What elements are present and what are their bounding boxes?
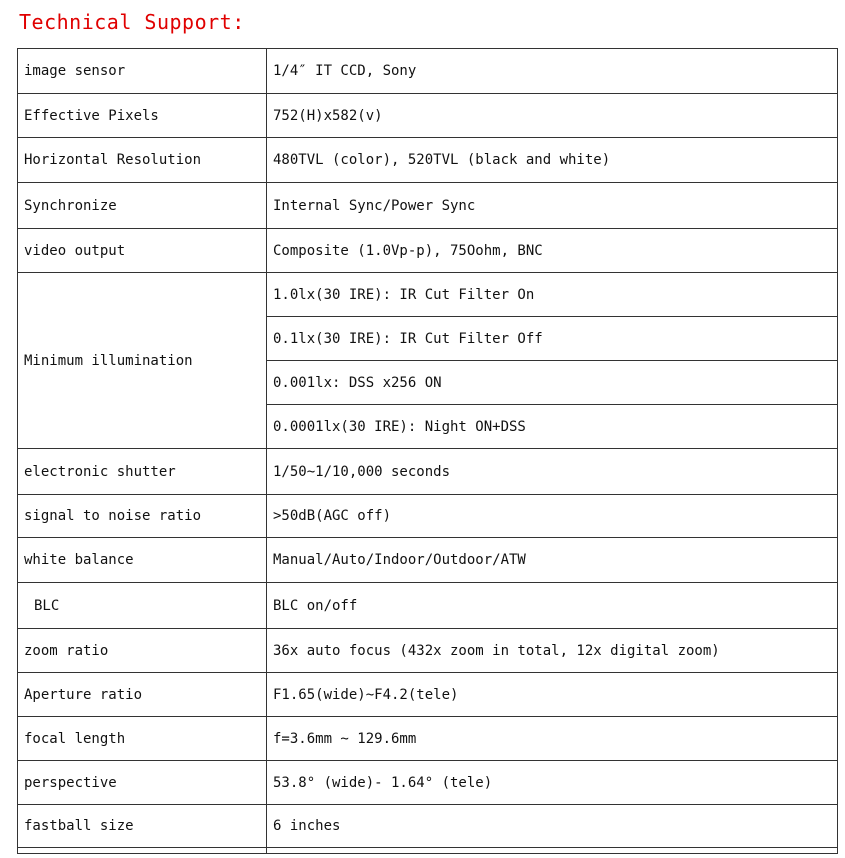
spec-value: BLC on/off — [267, 583, 838, 629]
spec-label: Horizontal Resolution — [18, 138, 267, 183]
spec-value: 36x auto focus (432x zoom in total, 12x digital zoom) — [267, 629, 838, 673]
page-title: Technical Support: — [19, 10, 245, 34]
spec-value: 53.8° (wide)- 1.64° (tele) — [267, 761, 838, 805]
spec-label: signal to noise ratio — [18, 495, 267, 538]
spec-value: 6 inches — [267, 805, 838, 848]
spec-value: >50dB(AGC off) — [267, 495, 838, 538]
spec-label: Minimum illumination — [18, 273, 267, 449]
spec-value — [267, 848, 838, 854]
spec-label — [18, 848, 267, 854]
table-row — [18, 629, 838, 673]
spec-value: Composite (1.0Vp-p), 75Oohm, BNC — [267, 229, 838, 273]
spec-label: Aperture ratio — [18, 673, 267, 717]
spec-table — [17, 48, 838, 854]
spec-value: 1/4″ IT CCD, Sony — [267, 49, 838, 94]
spec-value: f=3.6mm ~ 129.6mm — [267, 717, 838, 761]
spec-label: electronic shutter — [18, 449, 267, 495]
spec-label: white balance — [18, 538, 267, 583]
table-row — [18, 183, 838, 229]
spec-value: 1.0lx(30 IRE): IR Cut Filter On — [267, 273, 838, 317]
spec-value: Manual/Auto/Indoor/Outdoor/ATW — [267, 538, 838, 583]
table-row — [18, 138, 838, 183]
spec-value: F1.65(wide)~F4.2(tele) — [267, 673, 838, 717]
table-row — [18, 495, 838, 538]
table-row — [18, 229, 838, 273]
table-row — [18, 49, 838, 94]
spec-label: perspective — [18, 761, 267, 805]
table-row — [18, 848, 838, 854]
table-row — [18, 583, 838, 629]
spec-value: Internal Sync/Power Sync — [267, 183, 838, 229]
spec-label: Effective Pixels — [18, 94, 267, 138]
spec-label: image sensor — [18, 49, 267, 94]
spec-label: fastball size — [18, 805, 267, 848]
spec-value: 480TVL (color), 520TVL (black and white) — [267, 138, 838, 183]
spec-value: 0.1lx(30 IRE): IR Cut Filter Off — [267, 317, 838, 361]
spec-label: zoom ratio — [18, 629, 267, 673]
table-row — [18, 449, 838, 495]
table-row — [18, 673, 838, 717]
spec-label: BLC — [18, 583, 267, 629]
table-row — [18, 805, 838, 848]
spec-label: Synchronize — [18, 183, 267, 229]
spec-label: focal length — [18, 717, 267, 761]
table-row — [18, 273, 838, 317]
table-row — [18, 538, 838, 583]
table-row — [18, 717, 838, 761]
spec-value: 0.0001lx(30 IRE): Night ON+DSS — [267, 405, 838, 449]
spec-value: 752(H)x582(v) — [267, 94, 838, 138]
table-row — [18, 761, 838, 805]
spec-label: video output — [18, 229, 267, 273]
spec-value: 1/50~1/10,000 seconds — [267, 449, 838, 495]
table-row — [18, 94, 838, 138]
spec-value: 0.001lx: DSS x256 ON — [267, 361, 838, 405]
